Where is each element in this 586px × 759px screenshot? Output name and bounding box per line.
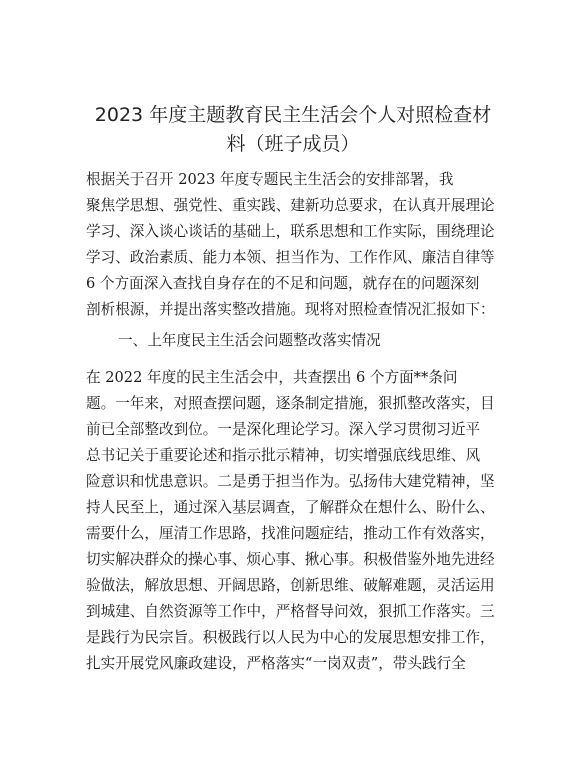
text-line: 扎实开展党风廉政建设，严格落实“一岗双责”，带头践行全 xyxy=(86,655,466,672)
text-line: 剖析根源，并提出落实整改措施。现将对照检查情况汇报如下： xyxy=(86,301,495,318)
text-line: 总书记关于重要论述和指示批示精神，切实增强底线思维、风 xyxy=(86,447,481,464)
document-title xyxy=(70,101,516,159)
text-line: 持人民至上，通过深入基层调查，了解群众在想什么、盼什么、 xyxy=(86,499,495,516)
text-line: 6 个方面深入查找自身存在的不足和问题，就存在的问题深刻 xyxy=(86,275,480,292)
text-line: 在 2022 年度的民主生活会中，共查摆出 6 个方面**条问 xyxy=(86,369,458,386)
text-line: 题。一年来，对照查摆问题，逐条制定措施，狠抓整改落实，目 xyxy=(86,395,495,412)
text-line: 验做法，解放思想、开阔思路，创新思维、破解难题，灵活运用 xyxy=(86,577,495,594)
text-line: 切实解决群众的操心事、烦心事、揪心事。积极借鉴外地先进经 xyxy=(86,551,495,568)
text-line: 需要什么，厘清工作思路，找准问题症结，推动工作有效落实， xyxy=(86,525,495,542)
text-line: 根据关于召开 2023 年度专题民主生活会的安排部署，我 xyxy=(86,171,454,188)
section-heading: 一、上年度民主生活会问题整改落实情况 xyxy=(118,332,381,349)
text-line: 学习、深入谈心谈话的基础上，联系思想和工作实际，围绕理论 xyxy=(86,223,495,240)
title-line-2: 料（班子成员） xyxy=(226,133,360,155)
text-line: 前已全部整改到位。一是深化理论学习。深入学习贯彻习近平 xyxy=(86,421,481,438)
text-line: 险意识和忧患意识。二是勇于担当作为。弘扬伟大建党精神，坚 xyxy=(86,473,495,490)
title-line-1: 2023 年度主题教育民主生活会个人对照检查材 xyxy=(94,104,492,126)
text-line: 学习、政治素质、能力本领、担当作为、工作作风、廉洁自律等 xyxy=(86,249,495,266)
text-line: 是践行为民宗旨。积极践行以人民为中心的发展思想安排工作， xyxy=(86,629,495,646)
text-line: 聚焦学思想、强党性、重实践、建新功总要求，在认真开展理论 xyxy=(86,197,495,214)
intro-paragraph xyxy=(86,167,500,323)
body-paragraph xyxy=(86,365,500,677)
text-line: 到城建、自然资源等工作中，严格督导问效，狠抓工作落实。三 xyxy=(86,603,495,620)
